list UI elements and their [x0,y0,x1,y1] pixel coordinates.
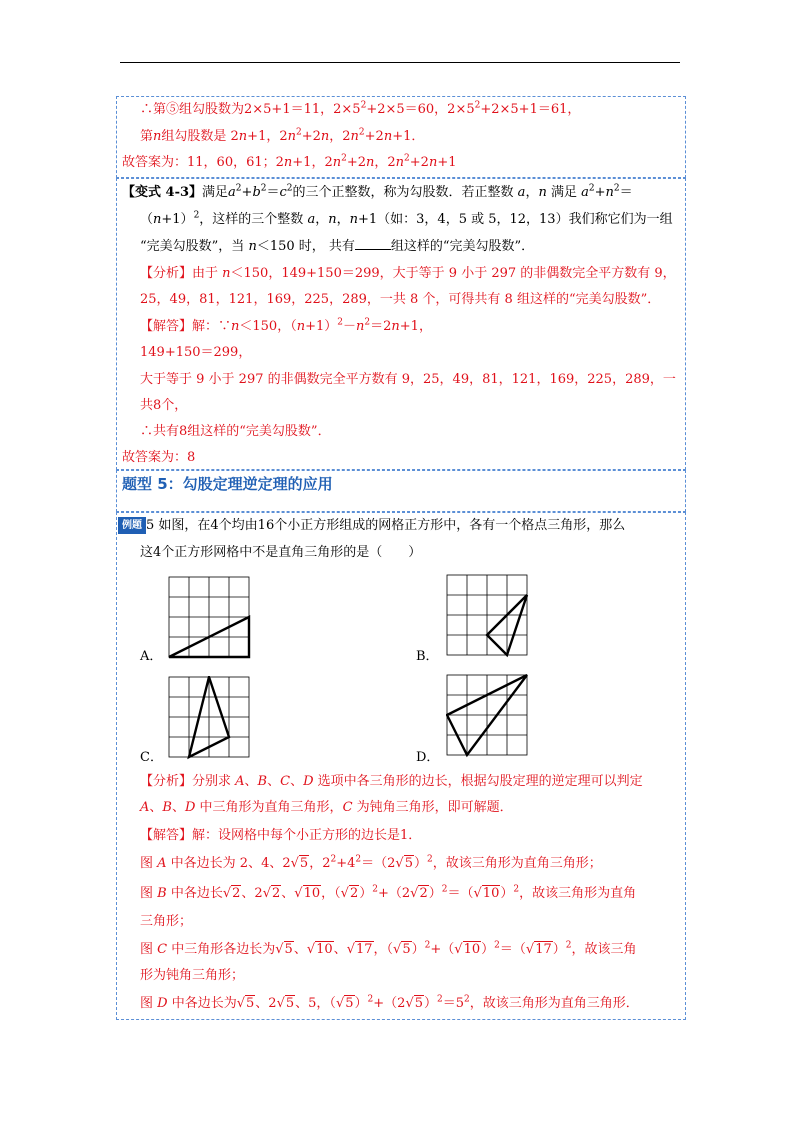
variant-solution-line-1: 【解答】解：∵n＜150，$(n+1)^2-n^2=2n+1$， [140,317,432,334]
example-solution-line-4: 三角形； [140,914,193,929]
example-question-line-2: 这4个正方形网格中不是直角三角形的是（ ） [140,545,422,560]
example-analysis-line-2: A、B、D 中三角形为直角三角形，C 为钝角三角形，即可解题． [140,800,513,815]
option-b-label[interactable]: B． [416,649,439,664]
box1-line-1: ∴第⑤组勾股数为2×5+1＝11，$2\times 5^2+2\times 5=60$，$2\times 5^2+2\times 5+1=61$， [140,100,581,117]
answer-blank[interactable] [355,237,391,250]
figure-grid-b [446,574,530,658]
variant-solution-line-2: 149+150＝299， [140,345,252,360]
example-solution-line-7: 图 D 中各边长为√5、2√5、5，$(√5)^2+(2√5)^2=5^2$，故该三角形为直角三角形． [140,994,639,1011]
variant-solution-line-3: 大于等于 9 小于 297 的非偶数完全平方数有 9，25，49，81，121，169，225，289，一 [140,372,676,387]
box1-line-3: 故答案为：11，60，61；2n+1，$2n^2+2n$，$2n^2+2n+1$ [122,153,457,170]
option-d-label[interactable]: D． [416,750,440,765]
figure-grid-c [168,676,252,760]
header-rule [120,62,680,63]
variant-question-line-2: $(n+1)^2$，这样的三个整数 a，n，n+1（如：3，4，5 或 5，12，13）我们称它们为一组 [140,210,673,227]
figure-grid-a [168,576,252,660]
option-c-label[interactable]: C． [140,750,163,765]
box1-line-2: 第n组勾股数是 2n+1，$2n^2+2n$，$2n^2+2n+1$． [140,127,425,144]
variant-answer: 故答案为：8 [122,450,196,465]
variant-question-line-1: 【变式 4-3】满足$a^2+b^2=c^2$的三个正整数，称为勾股数．若正整数 a，n 满足 $a^2+n^2=$ [122,183,633,200]
example-solution-line-3: 图 B 中各边长√2、2√2、√10，$(√2)^2+(2√2)^2=(√10)^2$，故该三角形为直角 [140,884,637,901]
variant-analysis-line-2: 25，49，81，121，169，225，289，一共 8 个，可得共有 8 组这样的“完美勾股数”． [140,292,661,307]
figure-grid-d [446,674,530,758]
example-solution-line-6: 形为钝角三角形； [140,968,245,983]
example-badge: 例题 [118,517,146,534]
variant-analysis-line-1: 【分析】由于 n＜150，149+150＝299，大于等于 9 小于 297 的非偶数完全平方数有 9， [140,266,676,281]
example-analysis-line-1: 【分析】分别求 A、B、C、D 选项中各三角形的边长，根据勾股定理的逆定理可以判定 [140,774,643,789]
option-a-label[interactable]: A． [140,649,163,664]
example-solution-line-5: 图 C 中三角形各边长为√5、√10、√17，$(√5)^2+(√10)^2=(√17)^2$，故该三角 [140,940,637,957]
variant-solution-line-4: 共8个， [140,398,188,413]
example-question-line-1: 5 如图，在4个均由16个小正方形组成的网格正方形中，各有一个格点三角形，那么 [146,518,626,533]
example-solution-line-2: 图 A 中各边长为 2、4、2√5，$2^2+4^2=(2√5)^2$，故该三角形为直角三角形； [140,854,602,871]
variant-solution-line-5: ∴共有8组这样的“完美勾股数”． [140,424,331,439]
variant-question-line-3: “完美勾股数”，当 n＜150 时， 共有 组这样的“完美勾股数”． [140,239,535,254]
section-heading: 题型 5：勾股定理逆定理的应用 [122,475,333,493]
example-solution-line-1: 【解答】解：设网格中每个小正方形的边长是1． [140,828,422,843]
